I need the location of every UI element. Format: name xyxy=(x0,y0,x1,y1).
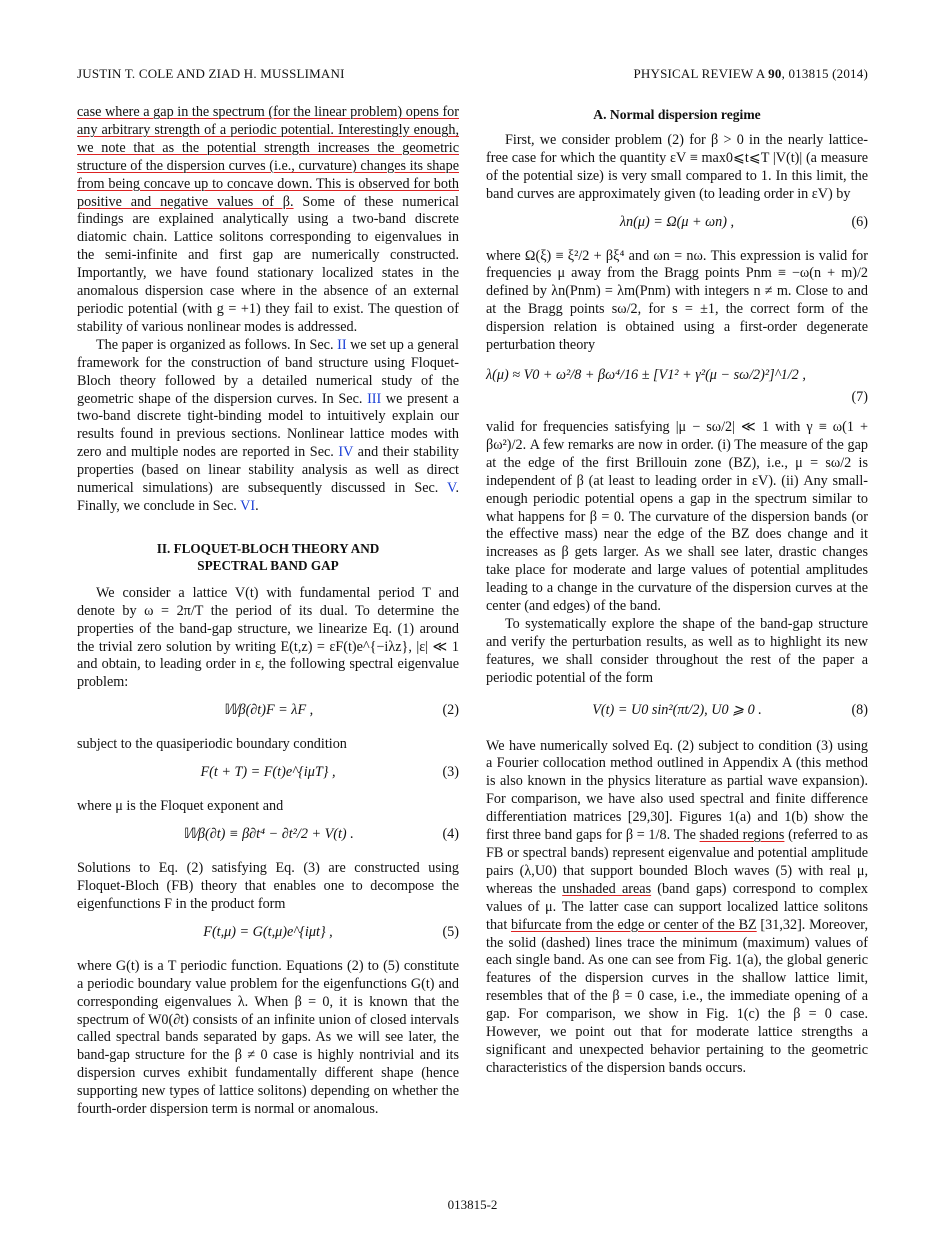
paragraph-intro-end xyxy=(77,104,459,337)
equation-body: V(t) = U0 sin²(πt/2), U0 ⩾ 0 . xyxy=(592,701,762,718)
equation-5 xyxy=(77,924,459,946)
equation-7 xyxy=(486,367,868,409)
section-title-line-1: II. FLOQUET-BLOCH THEORY AND xyxy=(156,540,380,556)
highlighted-sentence: case where a gap in the spectrum (for the linear problem) opens for any arbitrary strength of a periodic potential. Interestingly enough, we note that as the potential strength increases the geometric structure of the dispersion curves (i.e., curvature) changes its shape from being concave up to concave down. This is observed for both positive and negative values of β. xyxy=(77,104,459,210)
paragraph-solutions: Solutions to Eq. (2) satisfying Eq. (3) are constructed using Floquet-Bloch (FB) theory that enables one to decompose the eigenfunctions F in the product form xyxy=(77,860,459,912)
paragraph-bragg: where Ω(ξ) ≡ ξ²/2 + βξ⁴ and ωn = nω. This expression is valid for frequencies μ away from the Bragg points Pnm ≡ −ω(n + m)/2 defined by λn(Pnm) = λm(Pnm) with integers n ≠ m. Close to and at the Bragg points sω/2, for s = ±1, the correct form of the dispersion relation is obtained using a first-order degenerate perturbation theory xyxy=(486,247,868,354)
paragraph-organization xyxy=(77,337,459,516)
left-column xyxy=(77,104,459,1119)
section-title-line-2: SPECTRAL BAND GAP xyxy=(197,558,339,574)
equation-body: λn(μ) = Ω(μ + ωn) , xyxy=(619,213,735,230)
link-sec-V[interactable]: V xyxy=(447,480,456,497)
equation-body: 𝕎β(∂t) ≡ β∂t⁴ − ∂t²/2 + V(t) . xyxy=(182,826,354,843)
page-number: 013815-2 xyxy=(447,1197,498,1212)
paragraph-periodic: where G(t) is a T periodic function. Equations (2) to (5) constitute a periodic boundary value problem for the eigenfunctions G(t) and corresponding eigenvalues λ. When β = 0, it is known that the spectrum of W0(∂t) consists of an infinite union of closed intervals called spectral bands separated by gaps. As we will see later, the band-gap structure for the β ≠ 0 case is highly nontrivial and its dispersion curves exhibit fundamentally different shape (hence supporting new types of lattice solitons) depending on whether the fourth-order dispersion term is normal or anomalous. xyxy=(77,957,459,1118)
text: [31,32]. Moreover, the solid (dashed) lines trace the minimum (maximum) values of each single band. As one can see from Fig. 1(a), the global generic features of the dispersion curves in the shallow lattice limit, resembles that of the β = 0 case, i.e., the immediate opening of a gap. For comparison, we show in Fig. 1(c) the β = 0 case. However, we point out that for moderate lattice strengths a significant and unexpected behavior pertaining to the geometric characteristics of the dispersion bands occurs. xyxy=(486,916,868,1076)
equation-6 xyxy=(486,214,868,236)
text: we set up a general framework for the construction of band structure using Floquet-Bloch theory followed by a detailed numerical study of the geometric shape of the dispersion curves. In Sec. xyxy=(77,336,459,407)
equation-number: (4) xyxy=(442,826,459,843)
paragraph-remarks: valid for frequencies satisfying |μ − sω/2| ≪ 1 with γ ≡ ω(1 + βω²)/2. A few remarks are now in order. (i) The measure of the gap at the edge of the first Brillouin zone (BZ), i.e., μ = sω/2 is independent of β (at least to leading order in εV). (ii) Any small-enough periodic potential opens a gap in the spectrum similar to what happens for β = 0. The curvature of the dispersion bands (or the effective mass) near the edge of the BZ does change and it increases as β gets larger. As we shall see later, drastic changes take place for moderate and large values of potential amplitudes leading to a change in the curvature of the dispersion curves at the center (and edges) of the band. xyxy=(486,418,868,615)
journal-article: , 013815 (2014) xyxy=(781,66,868,81)
equation-2 xyxy=(77,702,459,724)
equation-3 xyxy=(77,764,459,786)
equation-number: (3) xyxy=(442,764,459,781)
text: The paper is organized as follows. In Sec. xyxy=(96,336,338,353)
paragraph-text: Some of these numerical findings are explained analytically using a two-band discrete diatomic chain. Lattice solitons corresponding to eigenvalues in the semi-infinite and first gap are numerically constructed. Importantly, we have found stationary localized states in the anomalous dispersion case where in the absence of an external periodic potential (with g = +1) they fail to exist. The question of stability of various nonlinear modes is addressed. xyxy=(77,193,460,335)
text: (band gaps) correspond to complex values of μ. The latter case can support localized lattice solitons that xyxy=(486,880,868,933)
highlight-shaded-regions: shaded regions xyxy=(699,827,785,844)
journal-volume: 90 xyxy=(768,66,782,81)
equation-number: (8) xyxy=(851,701,868,718)
section-heading-II xyxy=(77,540,459,575)
paragraph-lattice: We consider a lattice V(t) with fundamental period T and denote by ω = 2π/T the period of its dual. To determine the properties of the band-gap structure, we linearize Eq. (1) around the trivial zero solution by writing E(t,z) = εF(t)e^{−iλz}, |ε| ≪ 1 and obtain, to leading order in ε, the following spectral eigenvalue problem: xyxy=(77,584,459,691)
paragraph-systematic: To systematically explore the shape of the band-gap structure and verify the perturbation results, as well as to highlight its new features, we shall consider throughout the rest of the paper a periodic potential of the form xyxy=(486,615,868,686)
running-header xyxy=(77,66,868,84)
right-column xyxy=(486,104,868,1078)
header-journal xyxy=(633,66,868,82)
equation-body: 𝕎β(∂t)F = λF , xyxy=(222,702,314,719)
header-authors: JUSTIN T. COLE AND ZIAD H. MUSSLIMANI xyxy=(77,66,345,81)
link-sec-II[interactable]: II xyxy=(337,336,347,353)
equation-number: (7) xyxy=(851,388,868,405)
equation-4 xyxy=(77,826,459,848)
text: We have numerically solved Eq. (2) subject to condition (3) using a Fourier collocation method outlined in Appendix A (this method is also known in the physics literature as partial wave expansion). For comparison, we have also used spectral and finite difference differentiation matrices [29,30]. Figures 1(a) and 1(b) show the first three band gaps for β = 1/8. The xyxy=(486,737,868,844)
link-sec-III[interactable]: III xyxy=(367,390,382,407)
link-sec-VI[interactable]: VI xyxy=(240,497,256,514)
highlight-unshaded-areas: unshaded areas xyxy=(562,880,652,897)
highlight-bifurcate: bifurcate from the edge or center of the BZ xyxy=(511,916,757,933)
paragraph-numerics xyxy=(486,738,868,1078)
text: . xyxy=(255,497,259,514)
equation-number: (2) xyxy=(442,702,459,719)
text: and their stability properties (based on linear stability analysis as well as direct numerical simulations) are subsequently discussed in Sec. xyxy=(77,444,459,497)
link-sec-IV[interactable]: IV xyxy=(338,444,354,461)
equation-number: (5) xyxy=(442,923,459,940)
equation-number: (6) xyxy=(851,213,868,230)
text: . Finally, we conclude in Sec. xyxy=(77,480,459,514)
equation-body: λ(μ) ≈ V0 + ω²/8 + βω⁴/16 ± [V1² + γ²(μ − sω/2)²]^1/2 , xyxy=(486,366,806,383)
paragraph-boundary: subject to the quasiperiodic boundary condition xyxy=(77,736,347,753)
subsection-heading-A: A. Normal dispersion regime xyxy=(593,107,761,122)
text: we present a two-band discrete tight-binding model to intuitively explain our results found in previous sections. Nonlinear lattice modes with zero and multiple nodes are reported in Sec. xyxy=(77,390,459,461)
text: (referred to as FB or spectral bands) represent eigenvalue and potential amplitude pairs (λ,U0) that support bounded Bloch waves (5) with real μ, whereas the xyxy=(486,827,868,897)
journal-name: PHYSICAL REVIEW A xyxy=(633,66,769,81)
equation-body: F(t,μ) = G(t,μ)e^{iμt} , xyxy=(203,923,333,940)
equation-body: F(t + T) = F(t)e^{iμT} , xyxy=(200,764,336,781)
paragraph-lattice-free: First, we consider problem (2) for β > 0 in the nearly lattice-free case for which the quantity εV ≡ max0⩽t⩽T |V(t)| (a measure of the potential size) is very small compared to 1. In this limit, the band curves are approximately given (to leading order in εV) by xyxy=(486,131,868,202)
equation-8 xyxy=(486,702,868,724)
paragraph-floquet: where μ is the Floquet exponent and xyxy=(77,798,284,815)
